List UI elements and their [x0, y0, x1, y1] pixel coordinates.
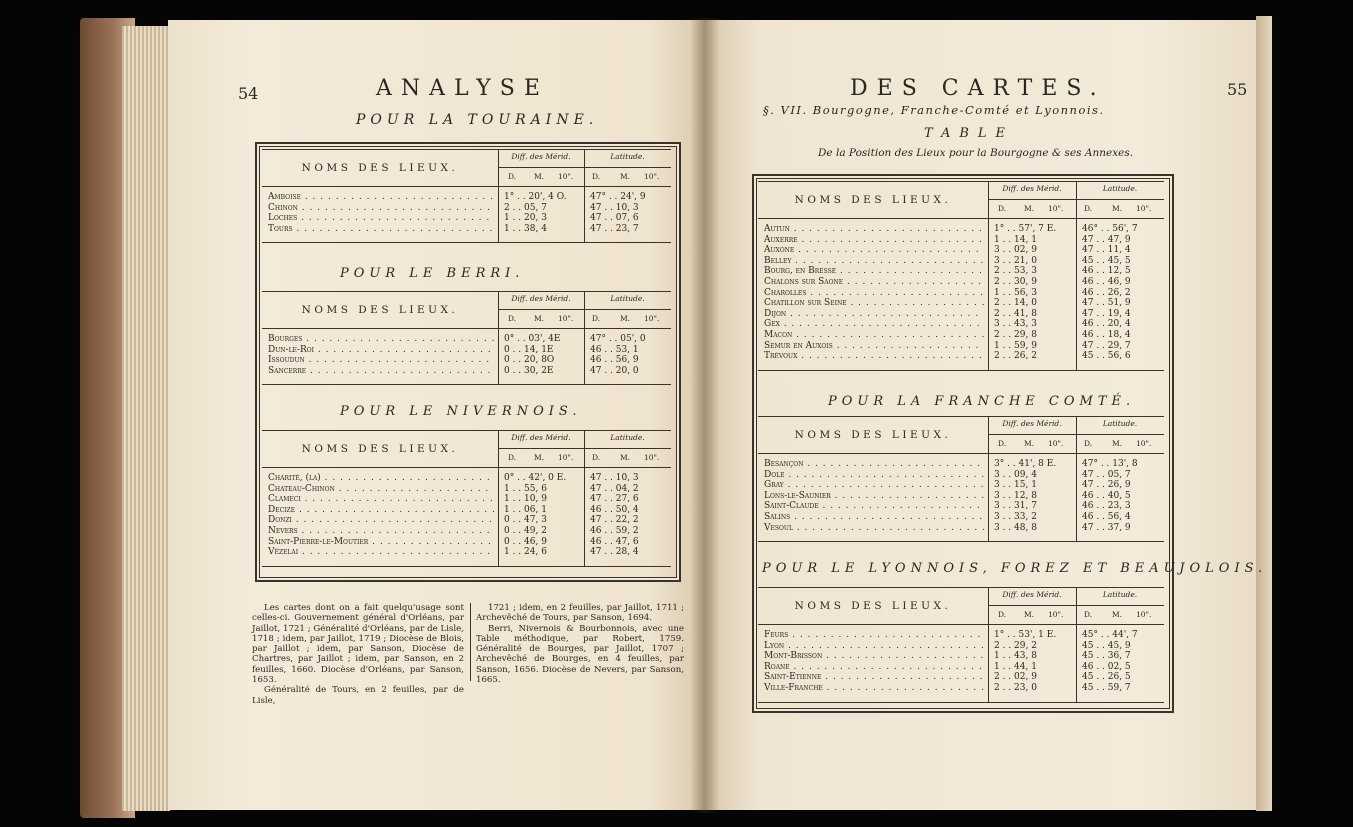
- place-name: Semur en Auxois . . .: [764, 341, 984, 352]
- sub-m: M.: [1112, 610, 1123, 619]
- place-name: Saint-Claude . . .: [764, 501, 984, 512]
- sub-d: D.: [998, 204, 1007, 213]
- table-row: [262, 484, 671, 495]
- meridian-diff: 3 . . 02, 9: [994, 245, 1037, 256]
- meridian-diff: 0 . . 46, 9: [504, 536, 547, 547]
- latitude: 46 . . 40, 5: [1082, 490, 1131, 501]
- col-header-diff: Diff. des Mérid.: [1002, 590, 1062, 599]
- meridian-diff: 1 . . 56, 3: [994, 287, 1037, 298]
- table-row: [758, 470, 1164, 481]
- table-row: [758, 330, 1164, 341]
- meridian-diff: 2 . . 41, 8: [994, 308, 1037, 319]
- table-row: [758, 351, 1164, 362]
- meridian-diff: 1° . . 57', 7 E.: [994, 224, 1057, 234]
- col-header-names: NOMS DES LIEUX.: [301, 443, 459, 455]
- latitude: 47 . . 04, 2: [590, 483, 639, 494]
- sub-m: M.: [620, 314, 631, 323]
- place-name: Donzi . . .: [268, 515, 494, 526]
- note-paragraph: 1721 ; idem, en 2 feuilles, par Jaillot, 1711 ; Archevêché de Tours, par Sanson, 1694.: [476, 603, 684, 624]
- table-row: [262, 494, 671, 505]
- sub-m: M.: [620, 453, 631, 462]
- place-name: Bourg, en Bresse . . .: [764, 266, 984, 277]
- table-row: [758, 245, 1164, 256]
- table-row: [758, 235, 1164, 246]
- col-header-latitude: Latitude.: [1102, 590, 1138, 599]
- place-name: Gex . . .: [764, 319, 984, 330]
- place-name: Macon . . .: [764, 330, 984, 341]
- sub-10: 10".: [644, 314, 660, 323]
- latitude: 46 . . 12, 5: [1082, 266, 1131, 277]
- place-name: Nevers . . .: [268, 526, 494, 537]
- place-name: Lyon . . .: [764, 641, 984, 652]
- right-page-number: 55: [1227, 80, 1248, 99]
- latitude: 47° . . 13', 8: [1082, 459, 1138, 469]
- table-row: [758, 651, 1164, 662]
- table-row: [262, 515, 671, 526]
- place-name: Bourges . . .: [268, 334, 494, 345]
- table-row: [758, 256, 1164, 267]
- berri-table: [262, 291, 671, 385]
- table-row: [758, 309, 1164, 320]
- meridian-diff: 3 . . 33, 2: [994, 511, 1037, 522]
- sub-d: D.: [592, 172, 601, 181]
- latitude: 47° . . 05', 0: [590, 334, 646, 344]
- col-header-names: NOMS DES LIEUX.: [794, 194, 952, 206]
- latitude: 47 . . 26, 9: [1082, 480, 1131, 491]
- berri-title: POUR LE BERRI.: [340, 266, 525, 281]
- franche-comte-title: POUR LA FRANCHE COMTÉ.: [828, 394, 1136, 409]
- col-header-names: NOMS DES LIEUX.: [301, 162, 459, 174]
- meridian-diff: 2 . . 23, 0: [994, 682, 1037, 693]
- note-paragraph: Berri, Nivernois & Bourbonnois, avec une Table méthodique, par Robert, 1759. Généralité de Bourges, par Jaillot, 1707 ; Archevêché de Bourges, en 4 feuilles, par Sanson, 1656. Diocèse de Nevers, par Sanson, 1665.: [476, 623, 684, 686]
- latitude: 45 . . 36, 7: [1082, 651, 1131, 662]
- sub-m: M.: [1112, 204, 1123, 213]
- place-name: Loches . . .: [268, 213, 494, 224]
- col-header-diff: Diff. des Mérid.: [1002, 184, 1062, 193]
- table-row: [758, 491, 1164, 502]
- latitude: 47 . . 05, 7: [1082, 469, 1131, 480]
- latitude: 46 . . 18, 4: [1082, 329, 1131, 340]
- sub-10: 10".: [1136, 610, 1152, 619]
- meridian-diff: 2 . . 29, 8: [994, 329, 1037, 340]
- table-row: [758, 630, 1164, 641]
- table-row: [758, 683, 1164, 694]
- sub-m: M.: [534, 453, 545, 462]
- lyonnois-title: POUR LE LYONNOIS, FOREZ ET BEAUJOLOIS.: [762, 561, 1268, 576]
- table-row: [758, 288, 1164, 299]
- place-name: Charité, (la) . . .: [268, 473, 494, 484]
- touraine-title: POUR LA TOURAINE.: [356, 112, 599, 128]
- table-row: [262, 537, 671, 548]
- notes-separator: [470, 603, 471, 681]
- col-header-diff: Diff. des Mérid.: [1002, 419, 1062, 428]
- latitude: 47 . . 11, 4: [1082, 245, 1131, 256]
- table-row: [262, 345, 671, 356]
- table-row: [262, 192, 671, 203]
- latitude: 45 . . 56, 6: [1082, 351, 1131, 362]
- sub-d: D.: [1084, 610, 1093, 619]
- latitude: 46 . . 50, 4: [590, 504, 639, 515]
- place-name: Auxone . . .: [764, 245, 984, 256]
- table-row: [262, 203, 671, 214]
- col-header-names: NOMS DES LIEUX.: [301, 304, 459, 316]
- col-header-latitude: Latitude.: [610, 433, 645, 442]
- sub-d: D.: [508, 453, 517, 462]
- meridian-diff: 2 . . 14, 0: [994, 298, 1037, 309]
- sub-m: M.: [1112, 439, 1123, 448]
- latitude: 47 . . 20, 0: [590, 365, 639, 376]
- table-row: [758, 512, 1164, 523]
- col-header-latitude: Latitude.: [1102, 184, 1138, 193]
- sub-10: 10".: [1048, 439, 1064, 448]
- nivernois-title: POUR LE NIVERNOIS.: [340, 404, 582, 419]
- place-name: Autun . . .: [764, 224, 984, 235]
- meridian-diff: 1 . . 59, 9: [994, 340, 1037, 351]
- col-header-latitude: Latitude.: [1102, 419, 1138, 428]
- place-name: Belley . . .: [764, 256, 984, 267]
- sub-m: M.: [1024, 439, 1035, 448]
- meridian-diff: 0 . . 20, 8O: [504, 355, 555, 366]
- meridian-diff: 1 . . 38, 4: [504, 223, 547, 234]
- place-name: Sancerre . . .: [268, 366, 494, 377]
- sub-m: M.: [1024, 610, 1035, 619]
- meridian-diff: 0 . . 47, 3: [504, 515, 547, 526]
- latitude: 47 . . 27, 6: [590, 494, 639, 505]
- meridian-diff: 3 . . 21, 0: [994, 255, 1037, 266]
- place-name: Roane . . .: [764, 662, 984, 673]
- place-name: Besançon . . .: [764, 459, 984, 470]
- sub-m: M.: [620, 172, 631, 181]
- latitude: 46 . . 02, 5: [1082, 661, 1131, 672]
- sub-d: D.: [592, 314, 601, 323]
- latitude: 46 . . 20, 4: [1082, 319, 1131, 330]
- place-name: Charolles . . .: [764, 288, 984, 299]
- nivernois-table: [262, 430, 671, 567]
- table-row: [758, 501, 1164, 512]
- meridian-diff: 1° . . 53', 1 E.: [994, 630, 1057, 640]
- latitude: 47 . . 47, 9: [1082, 234, 1131, 245]
- sub-d: D.: [1084, 439, 1093, 448]
- franche-table: [758, 416, 1164, 542]
- sub-10: 10".: [558, 314, 574, 323]
- place-name: Mont-Brisson . . .: [764, 651, 984, 662]
- place-name: Issoudun . . .: [268, 355, 494, 366]
- latitude: 47 . . 29, 7: [1082, 340, 1131, 351]
- meridian-diff: 1 . . 06, 1: [504, 504, 547, 515]
- latitude: 47 . . 07, 6: [590, 213, 639, 224]
- place-name: Chateau-Chinon . . .: [268, 484, 494, 495]
- place-name: Dole . . .: [764, 470, 984, 481]
- meridian-diff: 3 . . 31, 7: [994, 501, 1037, 512]
- place-name: Vesoul . . .: [764, 523, 984, 534]
- place-name: Clameci . . .: [268, 494, 494, 505]
- table-row: [262, 213, 671, 224]
- sub-d: D.: [998, 610, 1007, 619]
- table-row: [758, 641, 1164, 652]
- sub-m: M.: [1024, 204, 1035, 213]
- table-title: TABLE: [924, 126, 1015, 141]
- place-name: Feurs . . .: [764, 630, 984, 641]
- table-row: [758, 662, 1164, 673]
- latitude: 45° . . 44', 7: [1082, 630, 1138, 640]
- col-header-latitude: Latitude.: [610, 152, 645, 161]
- meridian-diff: 0 . . 49, 2: [504, 525, 547, 536]
- col-header-names: NOMS DES LIEUX.: [794, 429, 952, 441]
- latitude: 46 . . 46, 9: [1082, 276, 1131, 287]
- place-name: Saint-Pierre-le-Moutier . . .: [268, 537, 494, 548]
- latitude: 46 . . 23, 3: [1082, 501, 1131, 512]
- meridian-diff: 3 . . 12, 8: [994, 490, 1037, 501]
- latitude: 47° . . 24', 9: [590, 192, 646, 202]
- sub-10: 10".: [558, 453, 574, 462]
- sub-d: D.: [998, 439, 1007, 448]
- note-paragraph: Généralité de Tours, en 2 feuilles, par de Lisle,: [252, 685, 464, 706]
- table-row: [758, 523, 1164, 534]
- meridian-diff: 0 . . 30, 2E: [504, 365, 554, 376]
- lyonnois-table: [758, 587, 1164, 703]
- table-row: [758, 672, 1164, 683]
- place-name: Amboise . . .: [268, 192, 494, 203]
- place-name: Gray . . .: [764, 480, 984, 491]
- meridian-diff: 2 . . 02, 9: [994, 672, 1037, 683]
- col-header-latitude: Latitude.: [610, 294, 645, 303]
- table-row: [262, 366, 671, 377]
- place-name: Salins . . .: [764, 512, 984, 523]
- meridian-diff: 2 . . 53, 3: [994, 266, 1037, 277]
- place-name: Lons-le-Saunier . . .: [764, 491, 984, 502]
- latitude: 47 . . 22, 2: [590, 515, 639, 526]
- left-page-number: 54: [238, 84, 259, 103]
- page-edges: [122, 26, 170, 811]
- meridian-diff: 1 . . 43, 8: [994, 651, 1037, 662]
- place-name: Chinon . . .: [268, 203, 494, 214]
- sub-10: 10".: [644, 453, 660, 462]
- col-header-names: NOMS DES LIEUX.: [794, 600, 952, 612]
- meridian-diff: 0° . . 42', 0 E.: [504, 473, 567, 483]
- latitude: 47 . . 51, 9: [1082, 298, 1131, 309]
- right-running-head: DES CARTES.: [850, 76, 1106, 101]
- meridian-diff: 3 . . 48, 8: [994, 522, 1037, 533]
- table-row: [758, 459, 1164, 470]
- place-name: Dun-le-Roi . . .: [268, 345, 494, 356]
- meridian-diff: 1 . . 14, 1: [994, 234, 1037, 245]
- latitude: 46 . . 53, 1: [590, 344, 639, 355]
- meridian-diff: 2 . . 05, 7: [504, 202, 547, 213]
- place-name: Tours . . .: [268, 224, 494, 235]
- latitude: 46 . . 47, 6: [590, 536, 639, 547]
- place-name: Ville-Franche . . .: [764, 683, 984, 694]
- sub-d: D.: [508, 314, 517, 323]
- latitude: 46° . . 56', 7: [1082, 224, 1138, 234]
- meridian-diff: 2 . . 30, 9: [994, 276, 1037, 287]
- table-row: [758, 266, 1164, 277]
- meridian-diff: 0° . . 03', 4E: [504, 334, 561, 344]
- table-row: [262, 505, 671, 516]
- latitude: 46 . . 59, 2: [590, 525, 639, 536]
- meridian-diff: 1° . . 20', 4 O.: [504, 192, 567, 202]
- latitude: 47 . . 37, 9: [1082, 522, 1131, 533]
- latitude: 46 . . 26, 2: [1082, 287, 1131, 298]
- latitude: 47 . . 28, 4: [590, 547, 639, 558]
- place-name: Decize . . .: [268, 505, 494, 516]
- section-heading: §. VII. Bourgogne, Franche-Comté et Lyonnois.: [763, 103, 1105, 117]
- sub-10: 10".: [1136, 439, 1152, 448]
- meridian-diff: 3 . . 43, 3: [994, 319, 1037, 330]
- notes-column-2: [476, 603, 684, 685]
- latitude: 46 . . 56, 4: [1082, 511, 1131, 522]
- latitude: 47 . . 10, 3: [590, 473, 639, 483]
- place-name: Vézelai . . .: [268, 547, 494, 558]
- table-row: [262, 224, 671, 235]
- bourgogne-table: [758, 181, 1164, 371]
- latitude: 47 . . 19, 4: [1082, 308, 1131, 319]
- meridian-diff: 2 . . 29, 2: [994, 640, 1037, 651]
- meridian-diff: 3 . . 15, 1: [994, 480, 1037, 491]
- latitude: 45 . . 59, 7: [1082, 682, 1131, 693]
- left-running-head: ANALYSE: [376, 76, 549, 101]
- table-row: [758, 298, 1164, 309]
- col-header-diff: Diff. des Mérid.: [511, 433, 571, 442]
- book-cover-right: [1256, 16, 1272, 811]
- table-row: [758, 319, 1164, 330]
- table-row: [262, 547, 671, 558]
- meridian-diff: 3 . . 09, 4: [994, 469, 1037, 480]
- meridian-diff: 3° . . 41', 8 E.: [994, 459, 1057, 469]
- meridian-diff: 1 . . 24, 6: [504, 547, 547, 558]
- sub-10: 10".: [1048, 610, 1064, 619]
- table-row: [262, 473, 671, 484]
- table-row: [262, 355, 671, 366]
- latitude: 45 . . 26, 5: [1082, 672, 1131, 683]
- notes-column-1: [252, 603, 464, 706]
- meridian-diff: 0 . . 14, 1E: [504, 344, 554, 355]
- sub-10: 10".: [644, 172, 660, 181]
- place-name: Dijon . . .: [764, 309, 984, 320]
- table-row: [262, 526, 671, 537]
- table-row: [758, 224, 1164, 235]
- sub-10: 10".: [1048, 204, 1064, 213]
- meridian-diff: 1 . . 20, 3: [504, 213, 547, 224]
- sub-d: D.: [1084, 204, 1093, 213]
- table-row: [758, 277, 1164, 288]
- sub-d: D.: [508, 172, 517, 181]
- book-gutter: [690, 18, 720, 813]
- latitude: 45 . . 45, 9: [1082, 640, 1131, 651]
- sub-10: 10".: [1136, 204, 1152, 213]
- latitude: 46 . . 56, 9: [590, 355, 639, 366]
- place-name: Trévoux . . .: [764, 351, 984, 362]
- sub-m: M.: [534, 172, 545, 181]
- place-name: Auxerre . . .: [764, 235, 984, 246]
- latitude: 47 . . 10, 3: [590, 202, 639, 213]
- place-name: Saint-Etienne . . .: [764, 672, 984, 683]
- sub-10: 10".: [558, 172, 574, 181]
- latitude: 45 . . 45, 5: [1082, 255, 1131, 266]
- col-header-diff: Diff. des Mérid.: [511, 152, 571, 161]
- touraine-table: [262, 149, 671, 243]
- col-header-diff: Diff. des Mérid.: [511, 294, 571, 303]
- table-subtitle: De la Position des Lieux pour la Bourgogne & ses Annexes.: [818, 147, 1134, 159]
- meridian-diff: 2 . . 26, 2: [994, 351, 1037, 362]
- note-paragraph: Les cartes dont on a fait quelqu'usage sont celles-ci. Gouvernement général d'Orléans, par Jaillot, 1721 ; Généralité d'Orléans, par de Lisle, 1718 ; idem, par Jaillot, 1719 ; Diocèse de Blois, par Jaillot ; idem, par Sanson, Diocèse de Chartres, par Jaillot ; idem, par Sanson, en 2 feuilles, 1660. Diocèse d'Orléans, par Sanson, 1653.: [252, 603, 464, 686]
- meridian-diff: 1 . . 44, 1: [994, 661, 1037, 672]
- meridian-diff: 1 . . 55, 6: [504, 483, 547, 494]
- meridian-diff: 1 . . 10, 9: [504, 494, 547, 505]
- sub-d: D.: [592, 453, 601, 462]
- place-name: Chatillon sur Seine . . .: [764, 298, 984, 309]
- sub-m: M.: [534, 314, 545, 323]
- latitude: 47 . . 23, 7: [590, 223, 639, 234]
- place-name: Chalons sur Saone . . .: [764, 277, 984, 288]
- table-row: [758, 341, 1164, 352]
- table-row: [758, 480, 1164, 491]
- table-row: [262, 334, 671, 345]
